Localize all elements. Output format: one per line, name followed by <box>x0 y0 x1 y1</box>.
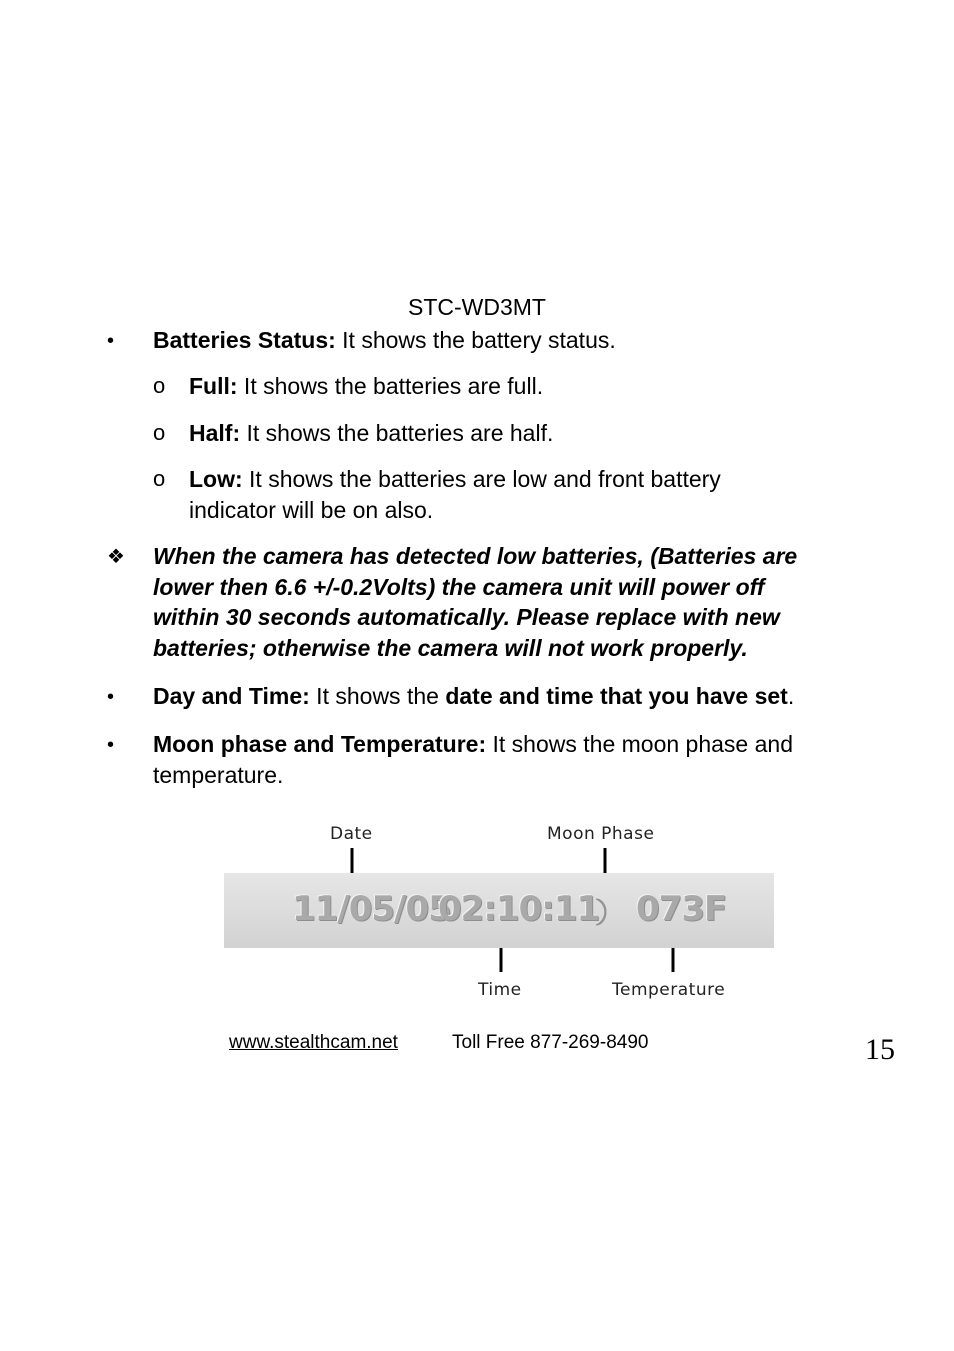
website-link[interactable]: www.stealthcam.net <box>229 1032 398 1053</box>
battery-low-text-continued: indicator will be on also. <box>189 497 434 523</box>
display-temperature: 073F <box>636 889 727 929</box>
battery-full-text: It shows the batteries are full. <box>237 373 544 399</box>
battery-half-label: Half: <box>189 420 241 446</box>
warning-line: batteries; otherwise the camera will not work properly. <box>153 634 748 661</box>
day-time-label: Day and Time: <box>153 683 310 709</box>
batteries-status-text: It shows the battery status. <box>335 327 616 353</box>
battery-low-text: It shows the batteries are low and front battery <box>242 466 721 492</box>
battery-full-line <box>189 371 543 401</box>
battery-full-label: Full: <box>189 373 238 399</box>
circle-bullet-icon: o <box>153 420 166 445</box>
display-time: 02:10:11 <box>438 889 600 929</box>
bullet-icon: • <box>107 686 115 708</box>
bullet-icon: • <box>107 734 115 756</box>
day-time-period: . <box>787 683 795 709</box>
page-header-model: STC-WD3MT <box>408 294 546 320</box>
temperature-callout-label: Temperature <box>612 980 726 1000</box>
battery-low-line <box>189 464 721 494</box>
toll-free-phone: Toll Free 877-269-8490 <box>452 1032 649 1053</box>
day-time-text: It shows the <box>309 683 446 709</box>
bullet-icon: • <box>107 330 115 352</box>
moon-phase-icon <box>592 895 618 929</box>
page-number: 15 <box>865 1033 895 1066</box>
day-time-line <box>153 681 794 711</box>
battery-half-text: It shows the batteries are half. <box>240 420 554 446</box>
moon-temp-text-continued: temperature. <box>153 762 284 788</box>
moon-temp-label: Moon phase and Temperature: <box>153 731 487 757</box>
diamond-bullet-icon: ❖ <box>107 546 125 568</box>
camera-display-panel <box>224 873 774 948</box>
moon-phase-callout-label: Moon Phase <box>547 824 655 844</box>
circle-bullet-icon: o <box>153 373 166 398</box>
moon-temp-text: It shows the moon phase and <box>486 731 793 757</box>
battery-half-line <box>189 418 553 448</box>
battery-low-label: Low: <box>189 466 243 492</box>
warning-line: When the camera has detected low batteries, (Batteries are <box>153 543 798 569</box>
time-callout-label: Time <box>478 980 522 1000</box>
low-battery-warning <box>153 541 913 663</box>
warning-line: lower then 6.6 +/-0.2Volts) the camera unit will power off <box>153 573 765 600</box>
date-callout-label: Date <box>330 824 373 844</box>
batteries-status-label: Batteries Status: <box>153 327 336 353</box>
circle-bullet-icon: o <box>153 466 166 491</box>
day-time-emphasis: date and time that you have set <box>445 683 788 709</box>
display-date: 11/05/05 <box>292 889 451 929</box>
moon-temp-line <box>153 729 793 759</box>
batteries-status-line <box>153 325 616 355</box>
warning-line: within 30 seconds automatically. Please replace with new <box>153 604 780 630</box>
